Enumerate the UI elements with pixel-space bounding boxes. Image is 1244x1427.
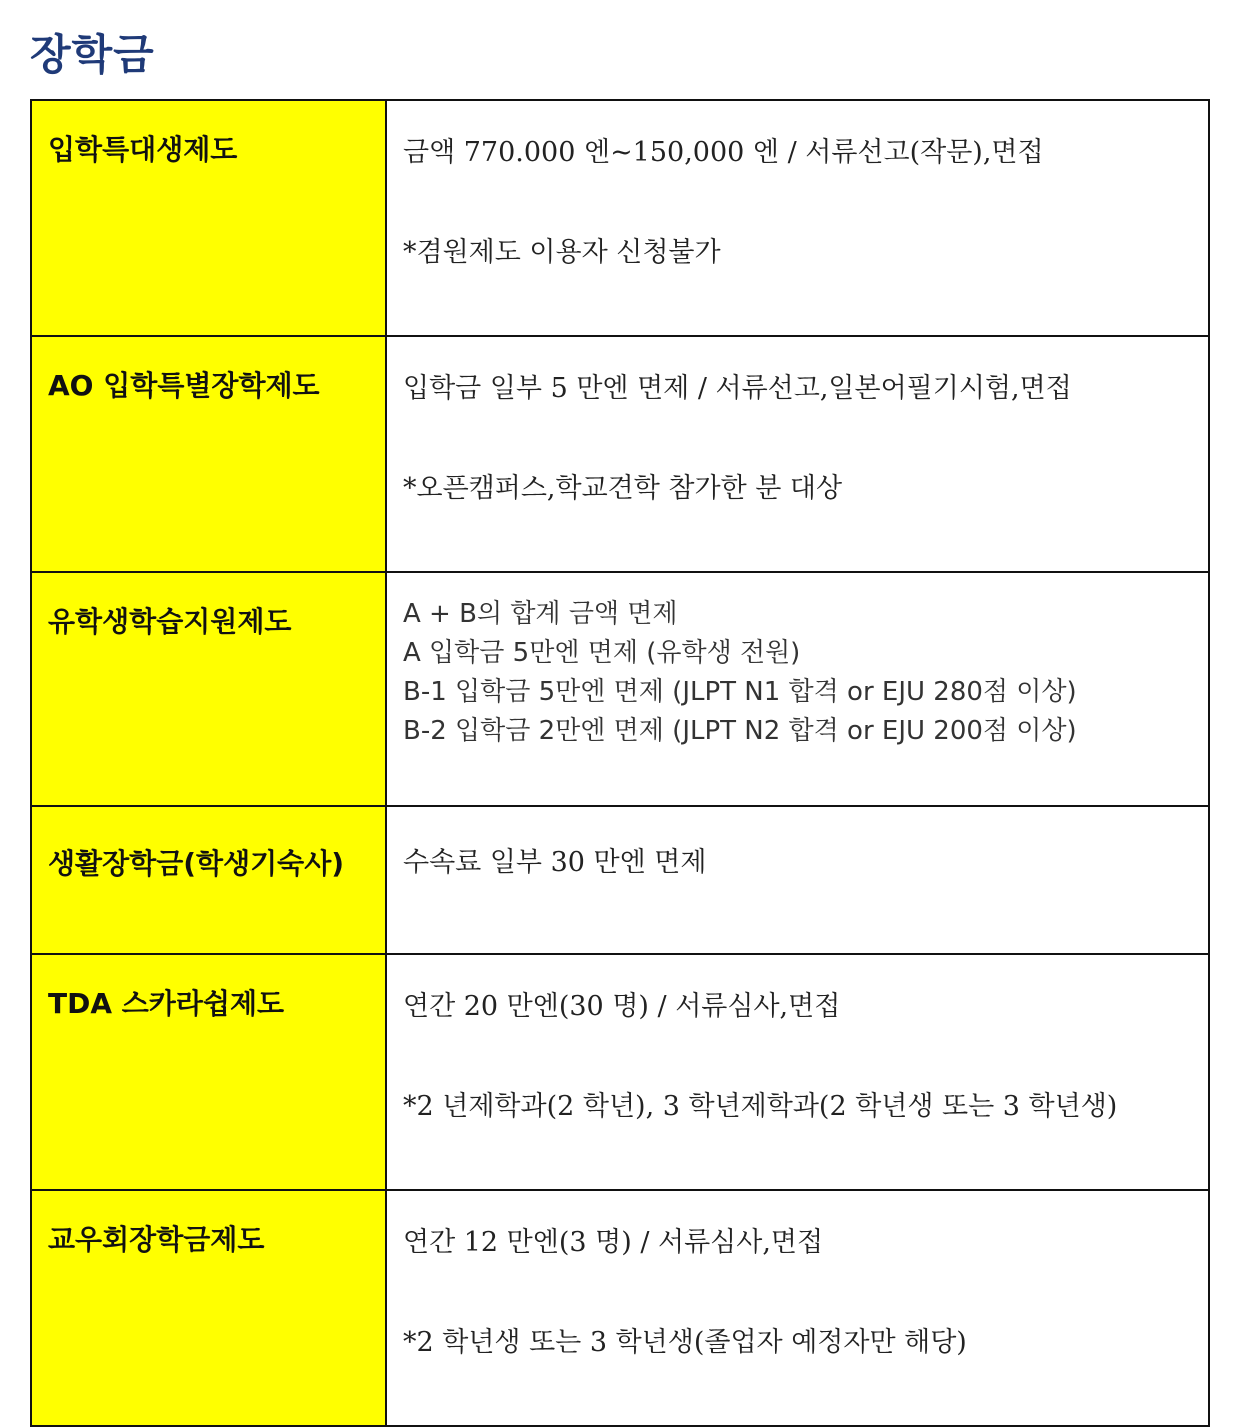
table-row — [31, 572, 1209, 806]
scholarship-detail — [386, 806, 1209, 954]
detail-line: 수속료 일부 30 만엔 면제 — [403, 847, 707, 878]
table-row — [31, 100, 1209, 336]
detail-line: 입학금 일부 5 만엔 면제 / 서류선고,일본어필기시험,면접 — [403, 373, 1072, 404]
detail-line: A + B의 합계 금액 면제 — [403, 599, 678, 629]
scholarship-detail — [386, 572, 1209, 806]
detail-line: B-2 입학금 2만엔 면제 (JLPT N2 합격 or EJU 200점 이상) — [403, 716, 1077, 746]
detail-note: *오픈캠퍼스,학교견학 참가한 분 대상 — [403, 473, 843, 504]
page-title: 장학금 — [30, 30, 155, 79]
table-row — [31, 954, 1209, 1190]
detail-line: 연간 12 만엔(3 명) / 서류심사,면접 — [403, 1227, 824, 1258]
detail-note: *2 년제학과(2 학년), 3 학년제학과(2 학년생 또는 3 학년생) — [403, 1091, 1118, 1122]
table-row — [31, 336, 1209, 572]
scholarship-name: AO 입학특별장학제도 — [31, 336, 386, 572]
scholarship-name: TDA 스카라쉽제도 — [31, 954, 386, 1190]
detail-line: A 입학금 5만엔 면제 (유학생 전원) — [403, 638, 801, 668]
detail-line: 금액 770.000 엔~150,000 엔 / 서류선고(작문),면접 — [403, 137, 1044, 168]
detail-line: B-1 입학금 5만엔 면제 (JLPT N1 합격 or EJU 280점 이상) — [403, 677, 1077, 707]
detail-line: 연간 20 만엔(30 명) / 서류심사,면접 — [403, 991, 841, 1022]
scholarship-name: 유학생학습지원제도 — [31, 572, 386, 806]
scholarship-detail — [386, 100, 1209, 336]
scholarship-name: 입학특대생제도 — [31, 100, 386, 336]
scholarship-detail — [386, 1190, 1209, 1426]
detail-note: *2 학년생 또는 3 학년생(졸업자 예정자만 해당) — [403, 1327, 967, 1358]
scholarship-name: 교우회장학금제도 — [31, 1190, 386, 1426]
scholarship-detail — [386, 954, 1209, 1190]
table-row — [31, 806, 1209, 954]
scholarship-detail — [386, 336, 1209, 572]
scholarship-name: 생활장학금(학생기숙사) — [31, 806, 386, 954]
detail-note: *겸원제도 이용자 신청불가 — [403, 237, 721, 268]
scholarship-table — [30, 99, 1210, 1427]
table-row — [31, 1190, 1209, 1426]
